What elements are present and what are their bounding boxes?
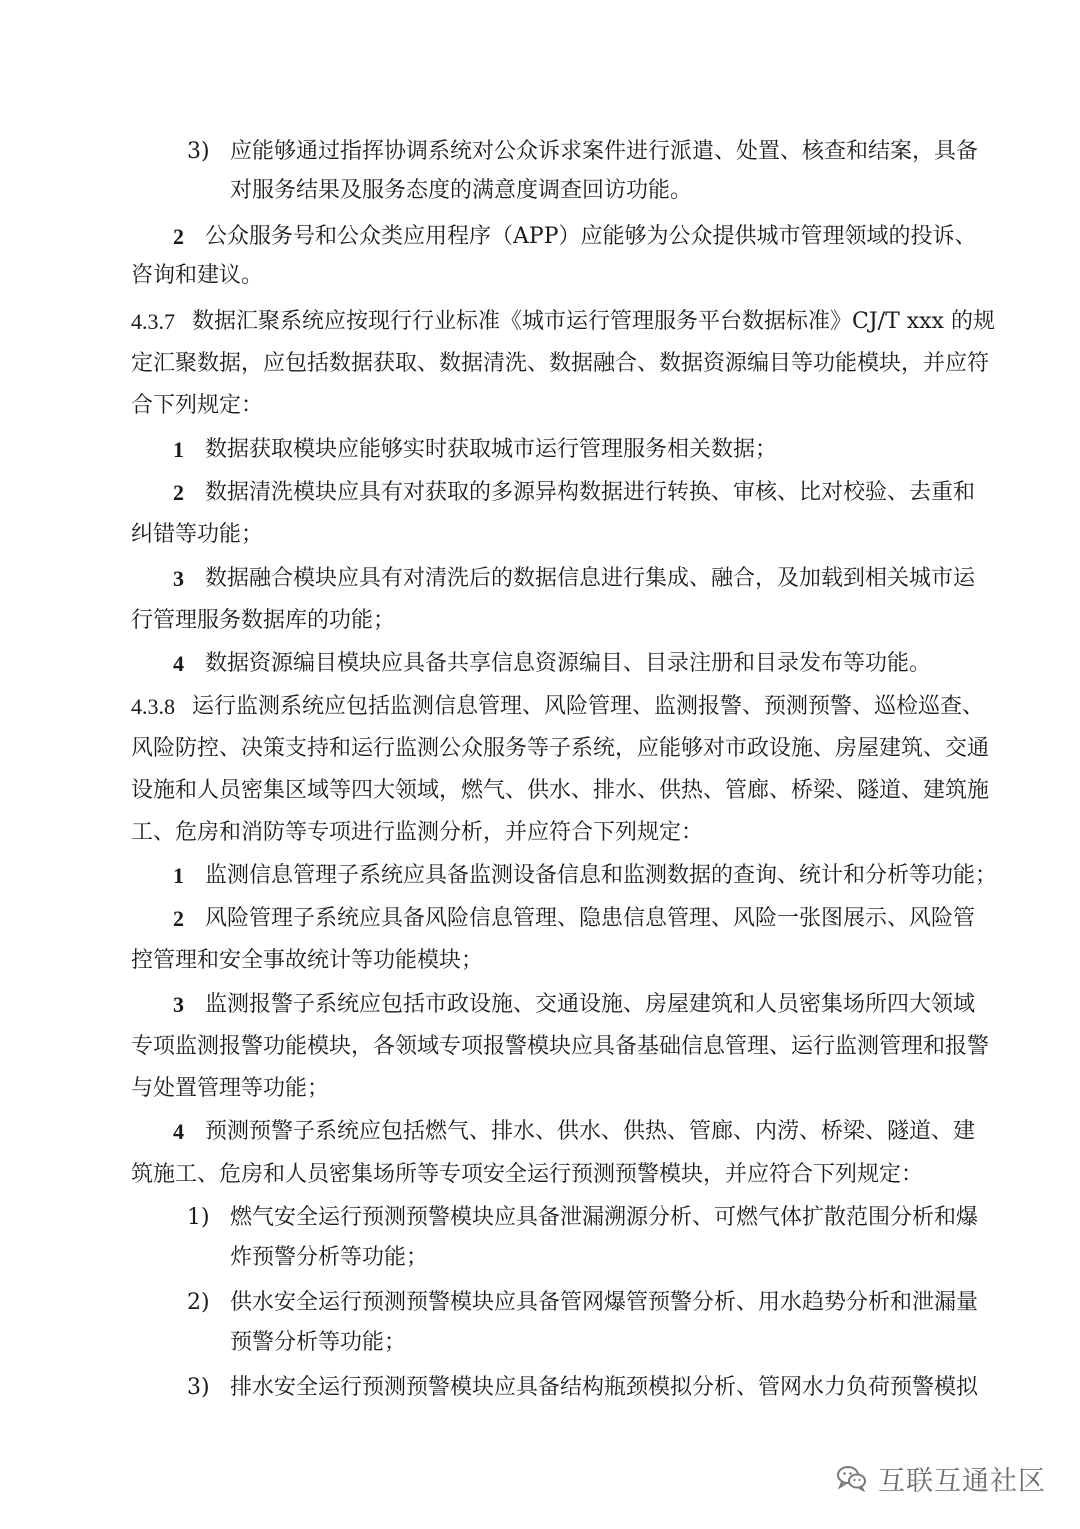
list-marker: 4 (173, 1119, 184, 1144)
paragraph-line: 应能够通过指挥协调系统对公众诉求案件进行派遣、处置、核查和结案，具备 (230, 139, 979, 164)
list-marker: 3) (187, 1375, 210, 1400)
list-marker: 2 (173, 224, 184, 249)
paragraph-line: 数据资源编目模块应具备共享信息资源编目、目录注册和目录发布等功能。 (205, 651, 932, 676)
list-marker: 2 (173, 906, 184, 931)
paragraph-line: 控管理和安全事故统计等功能模块； (131, 948, 484, 973)
list-marker: 1 (173, 863, 184, 888)
section-number: 4.3.7 (131, 309, 175, 334)
paragraph-line: 运行监测系统应包括监测信息管理、风险管理、监测报警、预测预警、巡检巡查、 (192, 694, 985, 719)
wechat-icon (836, 1464, 868, 1492)
paragraph-line: 燃气安全运行预测预警模块应具备泄漏溯源分析、可燃气体扩散范围分析和爆 (230, 1205, 979, 1230)
paragraph-line: 监测报警子系统应包括市政设施、交通设施、房屋建筑和人员密集场所四大领域 (205, 992, 976, 1017)
watermark (836, 1461, 1046, 1495)
paragraph-line: 设施和人员密集区域等四大领域，燃气、供水、排水、供热、管廊、桥梁、隧道、建筑施 (131, 778, 990, 803)
paragraph-line: 供水安全运行预测预警模块应具备管网爆管预警分析、用水趋势分析和泄漏量 (230, 1290, 979, 1315)
paragraph-line: 公众服务号和公众类应用程序（APP）应能够为公众提供城市管理领域的投诉、 (205, 224, 977, 249)
section-number: 4.3.8 (131, 694, 175, 719)
paragraph-line: 预警分析等功能； (230, 1330, 407, 1355)
paragraph-line: 炸预警分析等功能； (230, 1245, 429, 1270)
paragraph-line: 纠错等功能； (131, 522, 264, 547)
paragraph-line: 专项监测报警功能模块，各领域专项报警模块应具备基础信息管理、运行监测管理和报警 (131, 1034, 990, 1059)
paragraph-line: 风险防控、决策支持和运行监测公众服务等子系统，应能够对市政设施、房屋建筑、交通 (131, 736, 990, 761)
list-marker: 2 (173, 480, 184, 505)
list-marker: 1) (187, 1205, 210, 1230)
paragraph-line: 数据汇聚系统应按现行行业标准《城市运行管理服务平台数据标准》CJ/T xxx 的规 (192, 309, 995, 334)
paragraph-line: 风险管理子系统应具备风险信息管理、隐患信息管理、风险一张图展示、风险管 (205, 906, 976, 931)
list-marker: 3) (187, 139, 210, 164)
paragraph-line: 筑施工、危房和人员密集场所等专项安全运行预测预警模块，并应符合下列规定： (131, 1162, 924, 1187)
paragraph-line: 与处置管理等功能； (131, 1076, 330, 1101)
paragraph-line: 行管理服务数据库的功能； (131, 608, 396, 633)
list-marker: 3 (173, 992, 184, 1017)
watermark-text: 互联互通社区 (878, 1465, 1046, 1497)
list-marker: 2) (187, 1290, 210, 1315)
paragraph-line: 对服务结果及服务态度的满意度调查回访功能。 (230, 178, 693, 203)
paragraph-line: 预测预警子系统应包括燃气、排水、供水、供热、管廊、内涝、桥梁、隧道、建 (205, 1119, 976, 1144)
paragraph-line: 合下列规定： (131, 393, 264, 418)
paragraph-line: 监测信息管理子系统应具备监测设备信息和监测数据的查询、统计和分析等功能； (205, 863, 998, 888)
list-marker: 1 (173, 437, 184, 462)
paragraph-line: 排水安全运行预测预警模块应具备结构瓶颈模拟分析、管网水力负荷预警模拟 (230, 1375, 979, 1400)
paragraph-line: 数据清洗模块应具有对获取的多源异构数据进行转换、审核、比对校验、去重和 (205, 480, 976, 505)
paragraph-line: 咨询和建议。 (131, 263, 264, 288)
list-marker: 4 (173, 651, 184, 676)
list-marker: 3 (173, 566, 184, 591)
paragraph-line: 数据获取模块应能够实时获取城市运行管理服务相关数据； (205, 437, 778, 462)
paragraph-line: 定汇聚数据，应包括数据获取、数据清洗、数据融合、数据资源编目等功能模块，并应符 (131, 351, 990, 376)
paragraph-line: 工、危房和消防等专项进行监测分析，并应符合下列规定： (131, 820, 704, 845)
paragraph-line: 数据融合模块应具有对清洗后的数据信息进行集成、融合，及加载到相关城市运 (205, 566, 976, 591)
